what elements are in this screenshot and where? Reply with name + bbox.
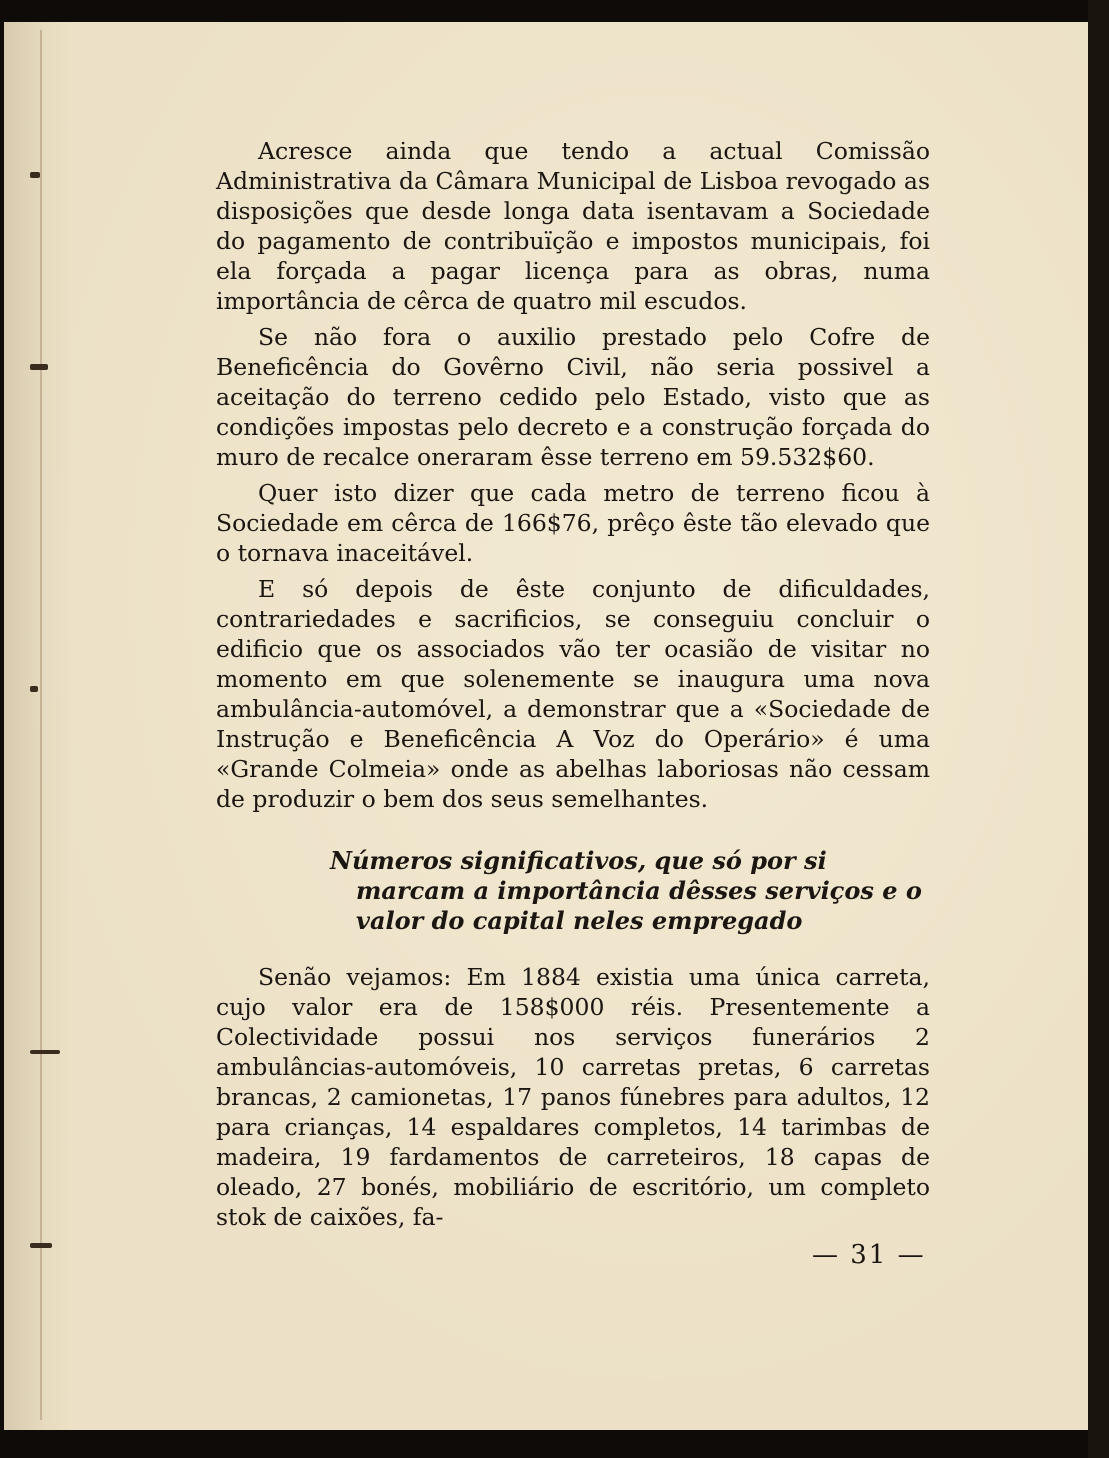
paragraph: Senão vejamos: Em 1884 existia uma única carreta, cujo valor era de 158$000 réis. Presentemente a Colectividade possui nos serviços funerários 2 ambulâncias-automóveis, 10 carretas pretas, 6 carretas brancas, 2 camionetas, 17 panos fúnebres para adultos, 12 para crianças, 14 espaldares completos, 14 tarimbas de madeira, 19 fardamentos de carreteiros, 18 capas de oleado, 27 bonés, mobiliário de escritório, um completo stok de caixões, fa- bbox=[216, 963, 930, 1231]
binding-stitch-mark bbox=[30, 364, 48, 370]
binding-stitch-mark bbox=[30, 686, 38, 692]
binding-stitch-mark bbox=[30, 1050, 60, 1054]
paragraph: Se não fora o auxilio prestado pelo Cofre de Beneficência do Govêrno Civil, não seria possivel a aceitação do terreno cedido pelo Estado, visto que as condições impostas pelo decreto e a construção forçada do muro de recalce oneraram êsse terreno em 59.532$60. bbox=[216, 323, 930, 471]
body-text-top bbox=[216, 136, 930, 820]
paragraph: Acresce ainda que tendo a actual Comissão Administrativa da Câmara Municipal de Lisboa revogado as disposições que desde longa data isentavam a Sociedade do pagamento de contribuïção e impostos municipais, foi ela forçada a pagar licença para as obras, numa importância de cêrca de quatro mil escudos. bbox=[216, 137, 930, 315]
page-edge-shadow bbox=[1088, 0, 1109, 1458]
body-text-bottom bbox=[216, 962, 930, 1238]
section-heading: Números significativos, que só por si marcam a importância dêsses serviços e o valor do capital neles empregado bbox=[330, 846, 922, 935]
paragraph: Quer isto dizer que cada metro de terreno ficou à Sociedade em cêrca de 166$76, prêço êste tão elevado que o tornava inaceitável. bbox=[216, 479, 930, 567]
binding-gutter bbox=[40, 30, 42, 1420]
binding-stitch-mark bbox=[30, 172, 40, 178]
binding-stitch-mark bbox=[30, 1243, 52, 1248]
paragraph: E só depois de êste conjunto de dificuldades, contrariedades e sacrificios, se conseguiu concluir o edificio que os associados vão ter ocasião de visitar no momento em que solenemente se inaugura uma nova ambulância-automóvel, a demonstrar que a «Sociedade de Instrução e Beneficência A Voz do Operário» é uma «Grande Colmeia» onde as abelhas laboriosas não cessam de produzir o bem dos seus semelhantes. bbox=[216, 575, 930, 813]
page-number: — 31 — bbox=[812, 1240, 926, 1270]
